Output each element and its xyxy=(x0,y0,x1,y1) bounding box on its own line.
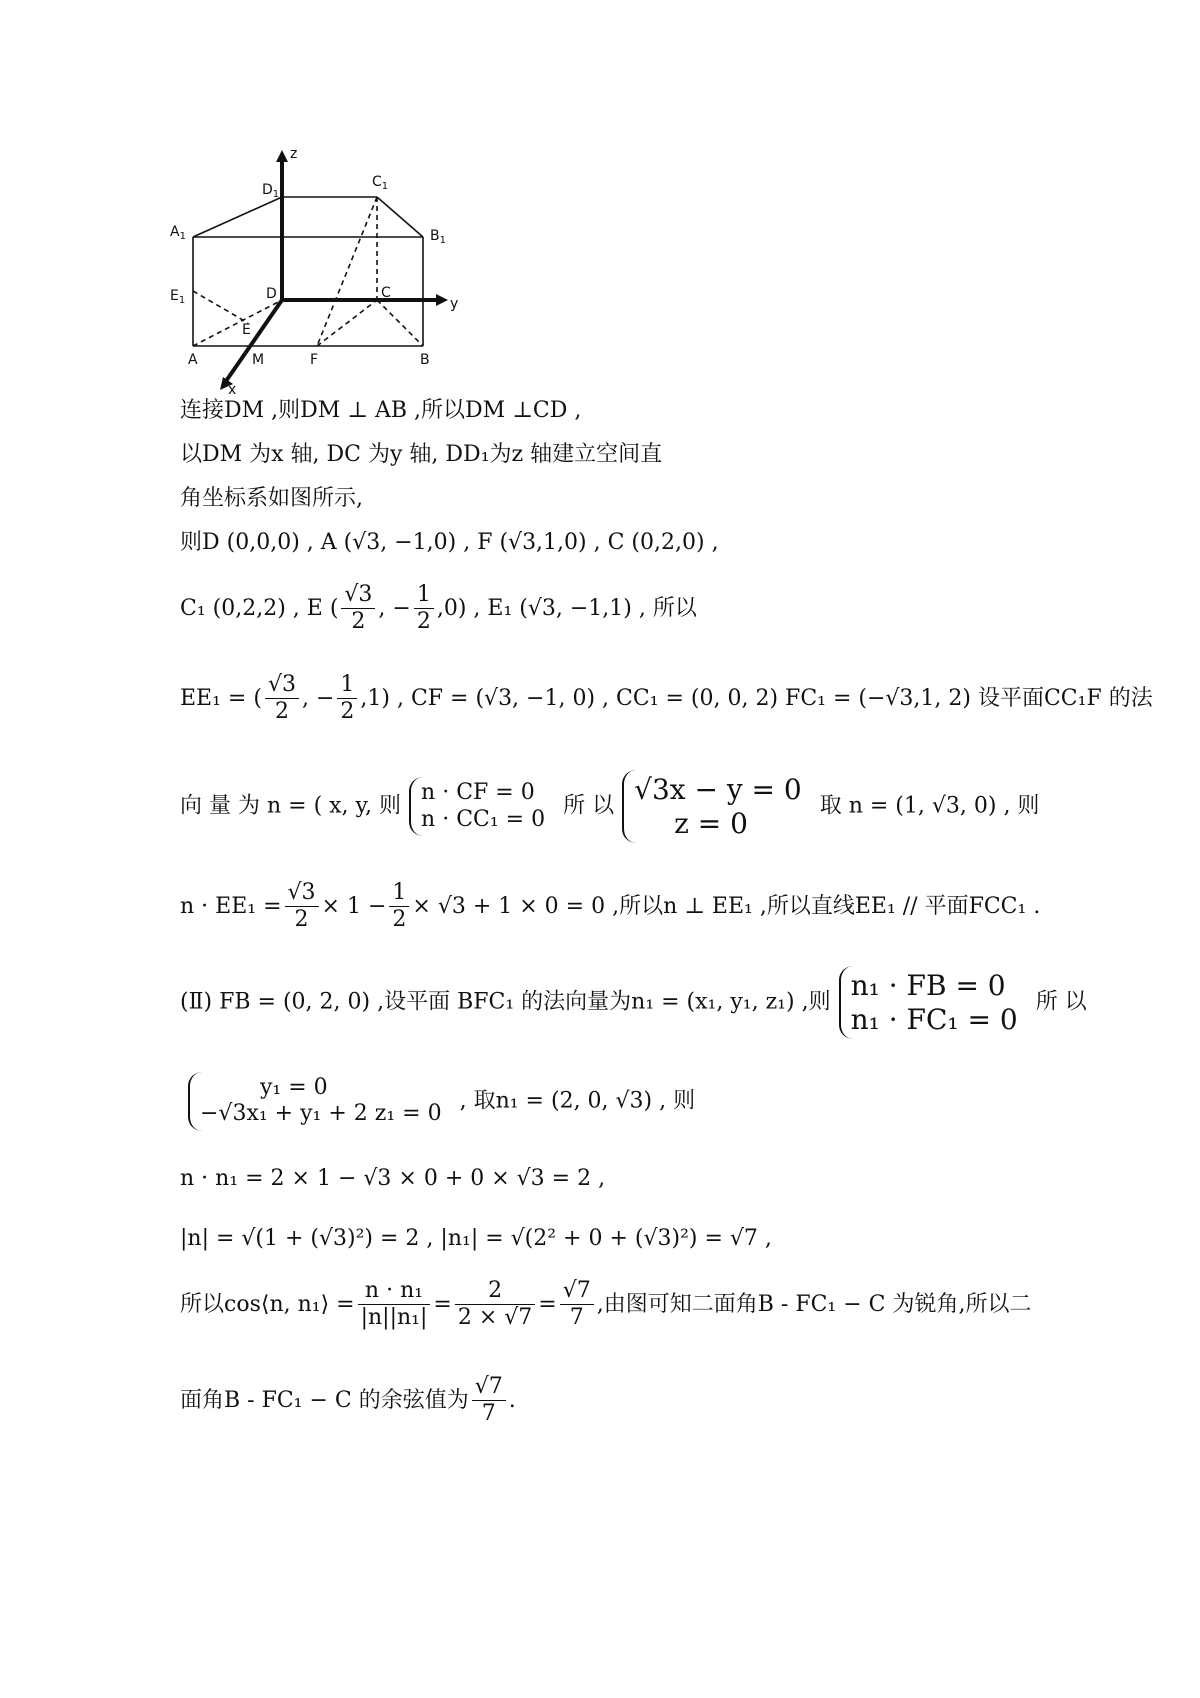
text-line-5: C₁ (0,2,2) , E ( $\frac{√3}{2}$ , − $\frac{1}{2}$ ,0) , E₁ (√3, −1,1) , 所以 xyxy=(180,582,697,635)
text-line-6: EE₁ = ( $\frac{√3}{2}$ , − $\frac{1}{2}$ ,1) , CF = (√3, −1, 0) , CC₁ = (0, 0, 2) FC₁ = (−√3,1, 2) 设平面CC₁F 的法 xyxy=(180,672,1153,725)
text-line-2: 以DM 为x 轴, DC 为y 轴, DD₁为z 轴建立空间直 xyxy=(180,442,663,467)
edge-c1-b1 xyxy=(377,197,423,237)
label-d1: $D_1$ xyxy=(262,182,280,200)
fraction-2-over-2sqrt7: $\frac{2}{2 \times √7}$ xyxy=(455,1278,535,1332)
text-line-14: 面角B - FC₁ − C 的余弦值为 $\frac{√7}{7}$ . xyxy=(180,1374,516,1427)
edge-a1-d1 xyxy=(193,197,282,237)
label-c: C xyxy=(381,285,391,301)
text-line-4: 则D (0,0,0) , A (√3, −1,0) , F (√3,1,0) , C (0,2,0) , xyxy=(180,530,719,555)
label-d: D xyxy=(266,286,277,302)
text-line-1: 连接DM ,则DM ⊥ AB ,所以DM ⊥CD , xyxy=(180,398,582,423)
label-b: B xyxy=(420,352,430,368)
coords-c1-e-prefix: C₁ (0,2,2) , E ( xyxy=(180,595,339,621)
equation-system-solution: √3x − y = 0 z = 0 xyxy=(622,770,812,843)
label-m: M xyxy=(252,352,265,368)
label-a1: $A_1$ xyxy=(170,224,186,242)
fraction-1-over-2: $\frac{1}{2}$ xyxy=(389,880,409,934)
text-line-12: |n| = √(1 + (√3)²) = 2 , |n₁| = √(2² + 0 + (√3)²) = √7 , xyxy=(180,1226,772,1251)
label-x: x xyxy=(228,382,237,398)
fraction-sqrt3-over-2: $\frac{√3}{2}$ xyxy=(285,880,319,934)
label-f: F xyxy=(310,352,319,368)
dash-c-b xyxy=(377,300,423,346)
label-a: A xyxy=(188,352,198,368)
text-line-10: y₁ = 0 −√3x₁ + y₁ + 2 z₁ = 0 , 取n₁ = (2, 0, √3) , 则 xyxy=(180,1072,695,1131)
text-line-13: 所以cos⟨n, n₁⟩ = $\frac{\text{n · n₁}}{\text{|n||n₁|}}$ = $\frac{2}{2 \times √7}$ = $\frac{√7}{7}$ ,由图可知二面角B - FC₁ − C 为锐角,所以二 xyxy=(180,1278,1032,1331)
fraction-dot-over-norms: $\frac{\text{n · n₁}}{\text{|n||n₁|}}$ xyxy=(358,1278,431,1332)
equation-system-n1: y₁ = 0 −√3x₁ + y₁ + 2 z₁ = 0 xyxy=(188,1072,452,1131)
text-line-11: n · n₁ = 2 × 1 − √3 × 0 + 0 × √3 = 2 , xyxy=(180,1166,606,1191)
label-y: y xyxy=(450,296,459,312)
equation-system-normal: n · CF = 0 n · CC₁ = 0 xyxy=(409,777,555,836)
fraction-sqrt7-over-7: $\frac{√7}{7}$ xyxy=(472,1374,506,1428)
fraction-sqrt3-over-2: $\frac{√3}{2}$ xyxy=(341,582,375,636)
z-axis-arrow-icon xyxy=(276,150,288,162)
label-e: E xyxy=(242,322,251,338)
text-line-3: 角坐标系如图所示, xyxy=(180,486,363,511)
label-z: z xyxy=(290,146,298,162)
text-line-9: (Ⅱ) FB = (0, 2, 0) ,设平面 BFC₁ 的法向量为n₁ = (x₁, y₁, z₁) ,则 n₁ · FB = 0 n₁ · FC₁ = 0 所 以 xyxy=(180,966,1087,1039)
label-b1: $B_1$ xyxy=(430,228,446,246)
text-line-8: n · EE₁ = $\frac{√3}{2}$ × 1 − $\frac{1}{2}$ × √3 + 1 × 0 = 0 ,所以n ⊥ EE₁ ,所以直线EE₁ // 平面FCC₁ . xyxy=(180,880,1041,933)
dash-a-d xyxy=(193,300,282,346)
fraction-1-over-2: $\frac{1}{2}$ xyxy=(337,672,357,726)
label-e1: $E_1$ xyxy=(170,288,186,306)
x-axis xyxy=(224,300,282,384)
coordinate-prism-figure xyxy=(170,146,490,400)
fraction-sqrt7-over-7: $\frac{√7}{7}$ xyxy=(560,1278,594,1332)
text-line-7: 向 量 为 n = ( x, y, 则 n · CF = 0 n · CC₁ = 0 所 以 √3x − y = 0 z = 0 取 n = (1, √3, 0) , 则 xyxy=(180,770,1039,843)
dash-e1-e xyxy=(193,291,248,323)
fraction-1-over-2: $\frac{1}{2}$ xyxy=(414,582,434,636)
fraction-sqrt3-over-2: $\frac{√3}{2}$ xyxy=(265,672,299,726)
equation-system-plane-bfc1: n₁ · FB = 0 n₁ · FC₁ = 0 xyxy=(839,966,1028,1039)
label-c1: $C_1$ xyxy=(372,174,389,192)
y-axis-arrow-icon xyxy=(436,294,448,306)
coords-e1-suffix: ,0) , E₁ (√3, −1,1) , 所以 xyxy=(436,595,697,621)
